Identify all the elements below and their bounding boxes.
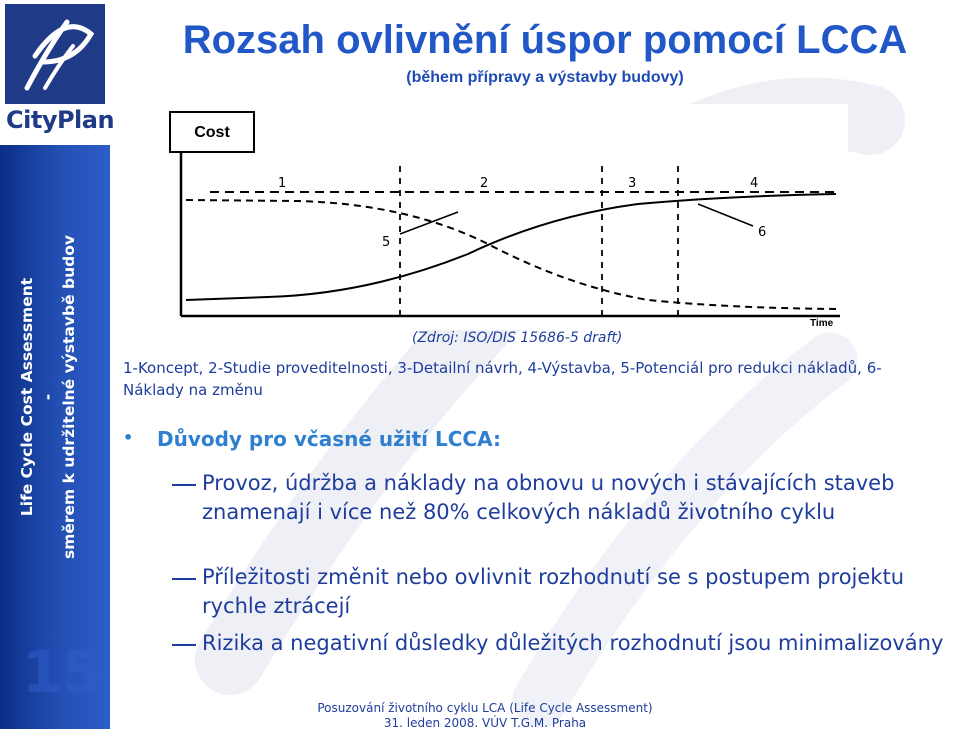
reason-item: Příležitosti změnit nebo ovlivnit rozhodnutí se s postupem projektu rychle ztrácejí xyxy=(202,565,905,618)
sidebar-title xyxy=(17,162,97,632)
slide-number: 15 xyxy=(22,638,103,706)
phase-label-4: 4 xyxy=(750,176,759,191)
y-axis-label: Cost xyxy=(194,124,230,141)
reasons-heading xyxy=(123,427,501,451)
sidebar-title-line1: Life Cycle Cost Assessment xyxy=(18,277,36,517)
reason-item: Rizika a negativní důsledky důležitých rozhodnutí jsou minimalizovány xyxy=(202,631,944,655)
page-title: Rozsah ovlivnění úspor pomocí LCCA xyxy=(182,18,908,62)
source-caption: (Zdroj: ISO/DIS 15686-5 draft) xyxy=(412,330,623,346)
dash-icon xyxy=(172,644,196,646)
footer-line2: 31. leden 2008. VÚV T.G.M. Praha xyxy=(383,716,587,730)
phase-label-3: 3 xyxy=(628,176,637,191)
logo-mark-icon xyxy=(5,4,105,104)
curve-label-5: 5 xyxy=(382,235,391,250)
reason-item: Provoz, údržba a náklady na obnovu u nových i stávajících staveb znamenají i více než 80% celkových nákladů životního cyklu xyxy=(202,471,895,524)
legend-text: 1-Koncept, 2-Studie proveditelnosti, 3-Detailní návrh, 4-Výstavba, 5-Potenciál pro redukci nákladů, 6-Náklady na změnu xyxy=(123,359,882,399)
reasons-heading-text: Důvody pro včasné užití LCCA: xyxy=(157,427,501,451)
logo-text: CityPlan xyxy=(6,106,115,134)
dash-icon xyxy=(172,484,196,486)
phase-label-1: 1 xyxy=(278,176,287,191)
curve-label-6: 6 xyxy=(758,225,767,240)
dash-icon xyxy=(172,578,196,580)
sidebar-title-line2: - xyxy=(39,393,57,401)
logo xyxy=(0,0,115,145)
phase-label-2: 2 xyxy=(480,176,489,191)
x-axis-label: Time xyxy=(810,318,834,329)
footer xyxy=(250,701,720,731)
bullet-icon: • xyxy=(123,428,134,447)
footer-line1: Posuzování životního cyklu LCA (Life Cycle Assessment) xyxy=(317,701,653,715)
sidebar-title-line3: směrem k udržitelné výstavbě budov xyxy=(60,235,78,559)
cost-time-diagram xyxy=(168,104,848,330)
page-subtitle: (během přípravy a výstavby budovy) xyxy=(406,69,684,86)
